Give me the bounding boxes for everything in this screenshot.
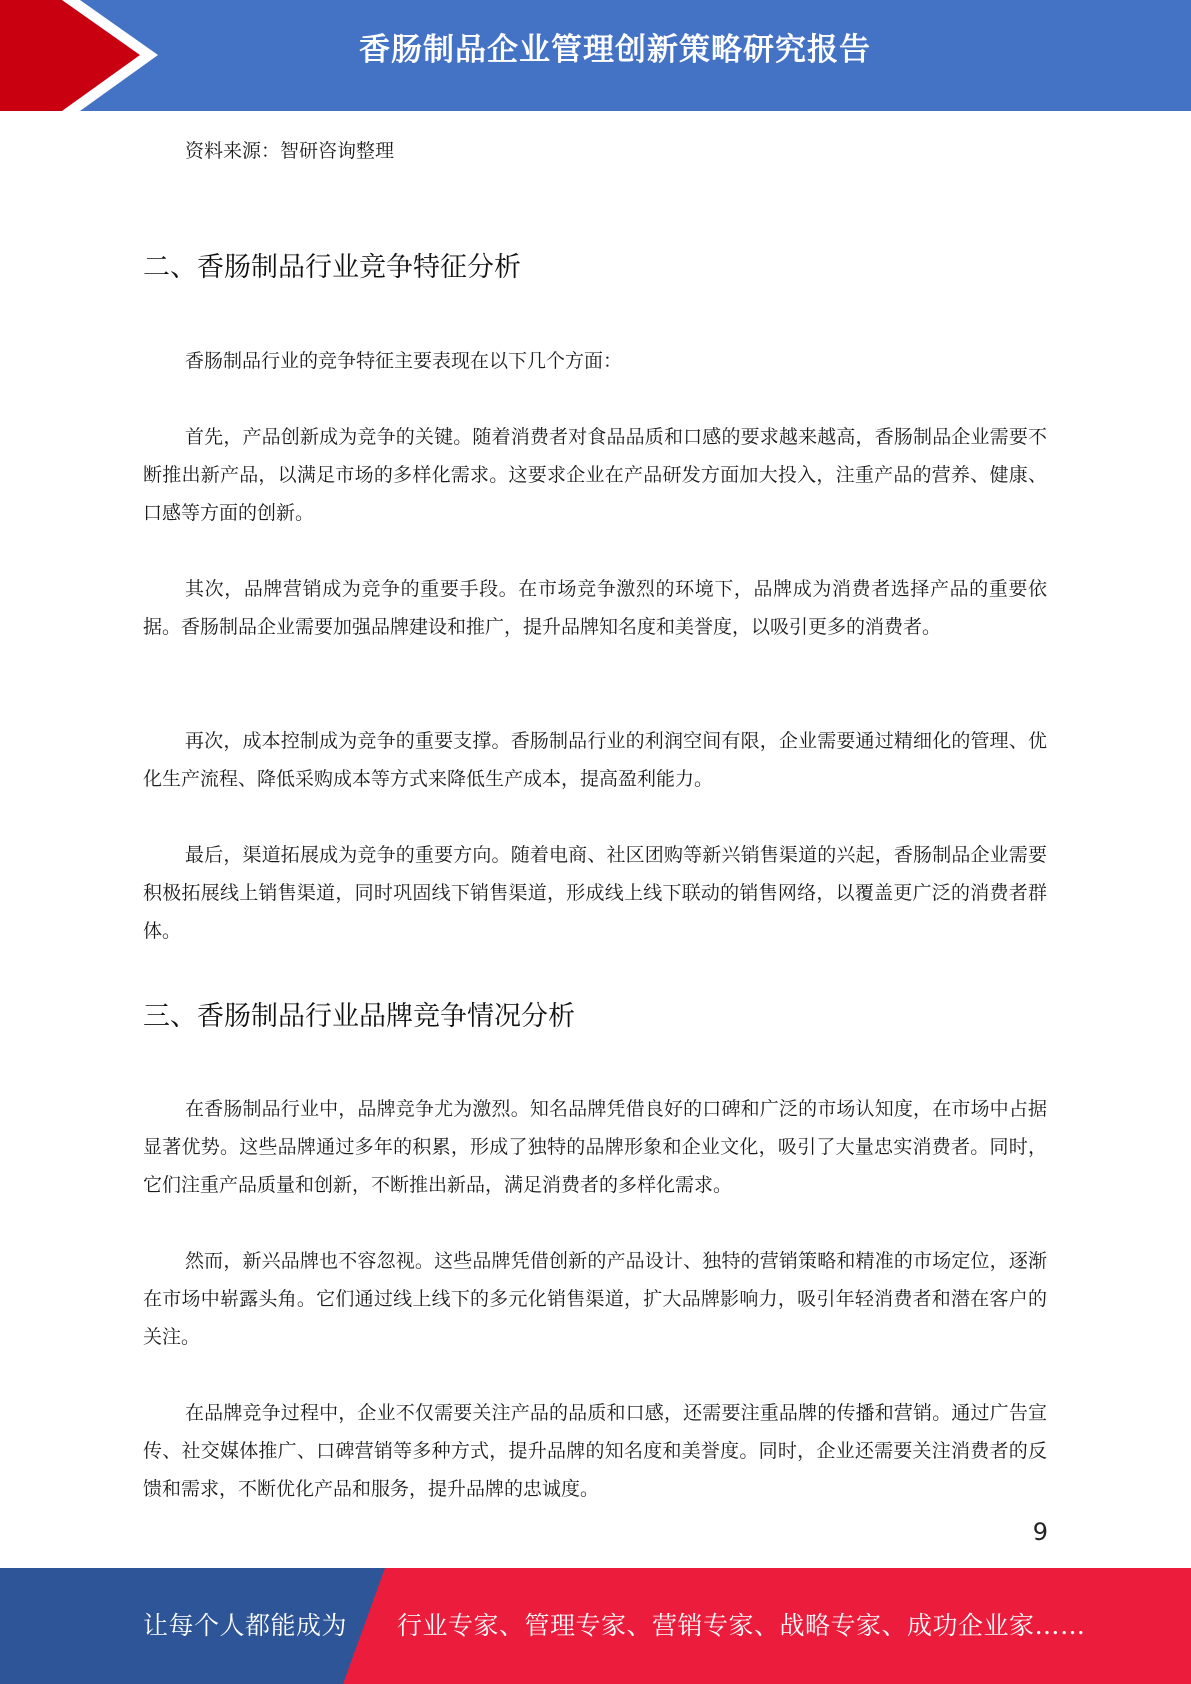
source-note: 资料来源：智研咨询整理: [185, 140, 395, 162]
paragraph: 然而，新兴品牌也不容忽视。这些品牌凭借创新的产品设计、独特的营销策略和精准的市场定位，逐渐在市场中崭露头角。它们通过线上线下的多元化销售渠道，扩大品牌影响力，吸引年轻消费者和潜在客户的关注。: [143, 1250, 1047, 1348]
paragraph: 在品牌竞争过程中，企业不仅需要关注产品的品质和口感，还需要注重品牌的传播和营销。通过广告宣传、社交媒体推广、口碑营销等多种方式，提升品牌的知名度和美誉度。同时，企业还需要关注消费者的反馈和需求，不断优化产品和服务，提升品牌的忠诚度。: [143, 1402, 1047, 1500]
paragraph: 在香肠制品行业中，品牌竞争尤为激烈。知名品牌凭借良好的口碑和广泛的市场认知度，在市场中占据显著优势。这些品牌通过多年的积累，形成了独特的品牌形象和企业文化，吸引了大量忠实消费者。同时，它们注重产品质量和创新，不断推出新品，满足消费者的多样化需求。: [143, 1098, 1047, 1196]
section-heading-brand-competition: 三、香肠制品行业品牌竞争情况分析: [143, 1001, 575, 1032]
footer-slogan-right: 行业专家、管理专家、营销专家、战略专家、成功企业家……: [397, 1611, 1086, 1640]
paragraph: 首先，产品创新成为竞争的关键。随着消费者对食品品质和口感的要求越来越高，香肠制品企业需要不断推出新产品，以满足市场的多样化需求。这要求企业在产品研发方面加大投入，注重产品的营养、健康、口感等方面的创新。: [143, 426, 1047, 524]
paragraph: 香肠制品行业的竞争特征主要表现在以下几个方面：: [185, 350, 623, 372]
header-red-chevron-decoration: [0, 0, 160, 111]
paragraph: 其次，品牌营销成为竞争的重要手段。在市场竞争激烈的环境下，品牌成为消费者选择产品的重要依据。香肠制品企业需要加强品牌建设和推广，提升品牌知名度和美誉度，以吸引更多的消费者。: [143, 578, 1047, 638]
report-title: 香肠制品企业管理创新策略研究报告: [359, 32, 871, 68]
section-heading-competition-features: 二、香肠制品行业竞争特征分析: [143, 252, 521, 283]
paragraph: 最后，渠道拓展成为竞争的重要方向。随着电商、社区团购等新兴销售渠道的兴起，香肠制品企业需要积极拓展线上销售渠道，同时巩固线下销售渠道，形成线上线下联动的销售网络，以覆盖更广泛的消费者群体。: [143, 844, 1047, 942]
page-footer: [0, 1568, 1191, 1684]
page-number: 9: [1032, 1518, 1048, 1546]
paragraph: 再次，成本控制成为竞争的重要支撑。香肠制品行业的利润空间有限，企业需要通过精细化的管理、优化生产流程、降低采购成本等方式来降低生产成本，提高盈利能力。: [143, 730, 1047, 790]
page-header: [0, 0, 1191, 111]
footer-slogan-left: 让每个人都能成为: [143, 1611, 348, 1640]
